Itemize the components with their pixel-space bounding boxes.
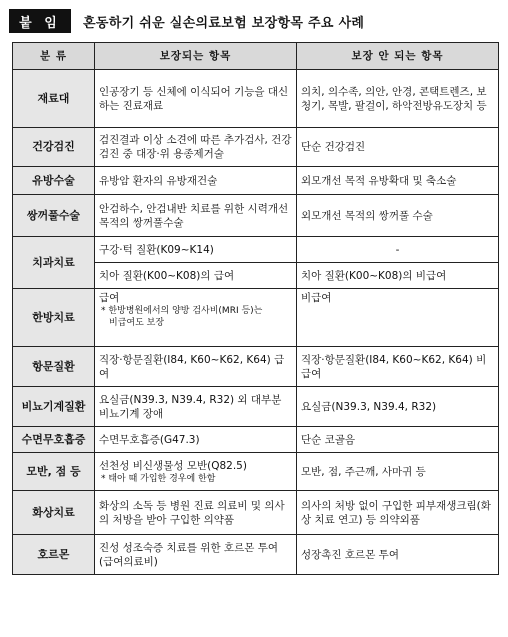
row-category: 재료대 xyxy=(13,70,95,128)
covered-cell: 검진결과 이상 소견에 따른 추가검사, 건강검진 중 대장·위 용종제거술 xyxy=(95,128,297,167)
covered-text: 급여 xyxy=(99,292,120,304)
not-covered-cell: 치아 질환(K00~K08)의 비급여 xyxy=(297,263,499,289)
row-category: 유방수술 xyxy=(13,167,95,195)
attachment-badge: 붙 임 xyxy=(9,9,71,33)
row-category: 화상치료 xyxy=(13,491,95,535)
not-covered-cell: 외모개선 목적 유방확대 및 축소술 xyxy=(297,167,499,195)
table-row xyxy=(13,427,499,453)
page-header xyxy=(9,8,499,34)
not-covered-cell: 외모개선 목적의 쌍꺼풀 수술 xyxy=(297,195,499,237)
not-covered-cell: 비급여 xyxy=(297,289,499,347)
not-covered-cell: 요실금(N39.3, N39.4, R32) xyxy=(297,387,499,427)
table-row xyxy=(13,70,499,128)
covered-cell: 화상의 소독 등 병원 진료 의료비 및 의사의 처방을 받아 구입한 의약품 xyxy=(95,491,297,535)
table-row xyxy=(13,167,499,195)
footnote-line: * 태아 때 가입한 경우에 한함 xyxy=(101,473,216,484)
row-category: 한방치료 xyxy=(13,289,95,347)
row-category: 모반, 점 등 xyxy=(13,453,95,491)
table-row xyxy=(13,195,499,237)
column-header-not-covered: 보장 안 되는 항목 xyxy=(297,43,499,70)
table-row xyxy=(13,453,499,491)
table-row xyxy=(13,347,499,387)
table-row xyxy=(13,289,499,347)
row-category: 쌍꺼풀수술 xyxy=(13,195,95,237)
covered-cell xyxy=(95,289,297,347)
row-category: 비뇨기계질환 xyxy=(13,387,95,427)
covered-text: 선천성 비신생물성 모반(Q82.5) xyxy=(99,459,247,472)
table-row xyxy=(13,237,499,263)
table-row xyxy=(13,387,499,427)
not-covered-cell: 모반, 점, 주근깨, 사마귀 등 xyxy=(297,453,499,491)
row-category: 수면무호흡증 xyxy=(13,427,95,453)
covered-cell xyxy=(95,453,297,491)
row-category: 치과치료 xyxy=(13,237,95,289)
covered-cell: 치아 질환(K00~K08)의 급여 xyxy=(95,263,297,289)
covered-cell: 인공장기 등 신체에 이식되어 기능을 대신하는 진료재료 xyxy=(95,70,297,128)
not-covered-cell: 직장·항문질환(I84, K60~K62, K64) 비급여 xyxy=(297,347,499,387)
row-category: 항문질환 xyxy=(13,347,95,387)
covered-cell: 직장·항문질환(I84, K60~K62, K64) 급여 xyxy=(95,347,297,387)
not-covered-cell: 단순 건강검진 xyxy=(297,128,499,167)
table-row xyxy=(13,491,499,535)
not-covered-cell: - xyxy=(297,237,499,263)
page-title: 혼동하기 쉬운 실손의료보험 보장항목 주요 사례 xyxy=(83,15,365,31)
footnote-line: 비급여도 보장 xyxy=(109,318,165,328)
not-covered-cell: 성장촉진 호르몬 투여 xyxy=(297,535,499,575)
covered-cell: 안검하수, 안검내반 치료를 위한 시력개선 목적의 쌍꺼풀수술 xyxy=(95,195,297,237)
table-row xyxy=(13,535,499,575)
covered-cell: 진성 성조숙증 치료를 위한 호르몬 투여(급여의료비) xyxy=(95,535,297,575)
row-category: 호르몬 xyxy=(13,535,95,575)
column-header-category: 분 류 xyxy=(13,43,95,70)
row-category: 건강검진 xyxy=(13,128,95,167)
covered-cell: 요실금(N39.3, N39.4, R32) 외 대부분 비뇨기계 장애 xyxy=(95,387,297,427)
table-row xyxy=(13,128,499,167)
coverage-table xyxy=(12,42,499,575)
not-covered-cell: 의치, 의수족, 의안, 안경, 콘택트렌즈, 보청기, 목발, 팔걸이, 하악전방유도장치 등 xyxy=(297,70,499,128)
footnote-line: * 한방병원에서의 양방 검사비(MRI 등)는 xyxy=(101,306,263,316)
table-header-row xyxy=(13,43,499,70)
not-covered-cell: 단순 코골음 xyxy=(297,427,499,453)
covered-cell: 유방암 환자의 유방재건술 xyxy=(95,167,297,195)
column-header-covered: 보장되는 항목 xyxy=(95,43,297,70)
covered-cell: 수면무호흡증(G47.3) xyxy=(95,427,297,453)
covered-cell: 구강·턱 질환(K09~K14) xyxy=(95,237,297,263)
not-covered-cell: 의사의 처방 없이 구입한 피부재생크림(화상 치료 연고) 등 의약외품 xyxy=(297,491,499,535)
